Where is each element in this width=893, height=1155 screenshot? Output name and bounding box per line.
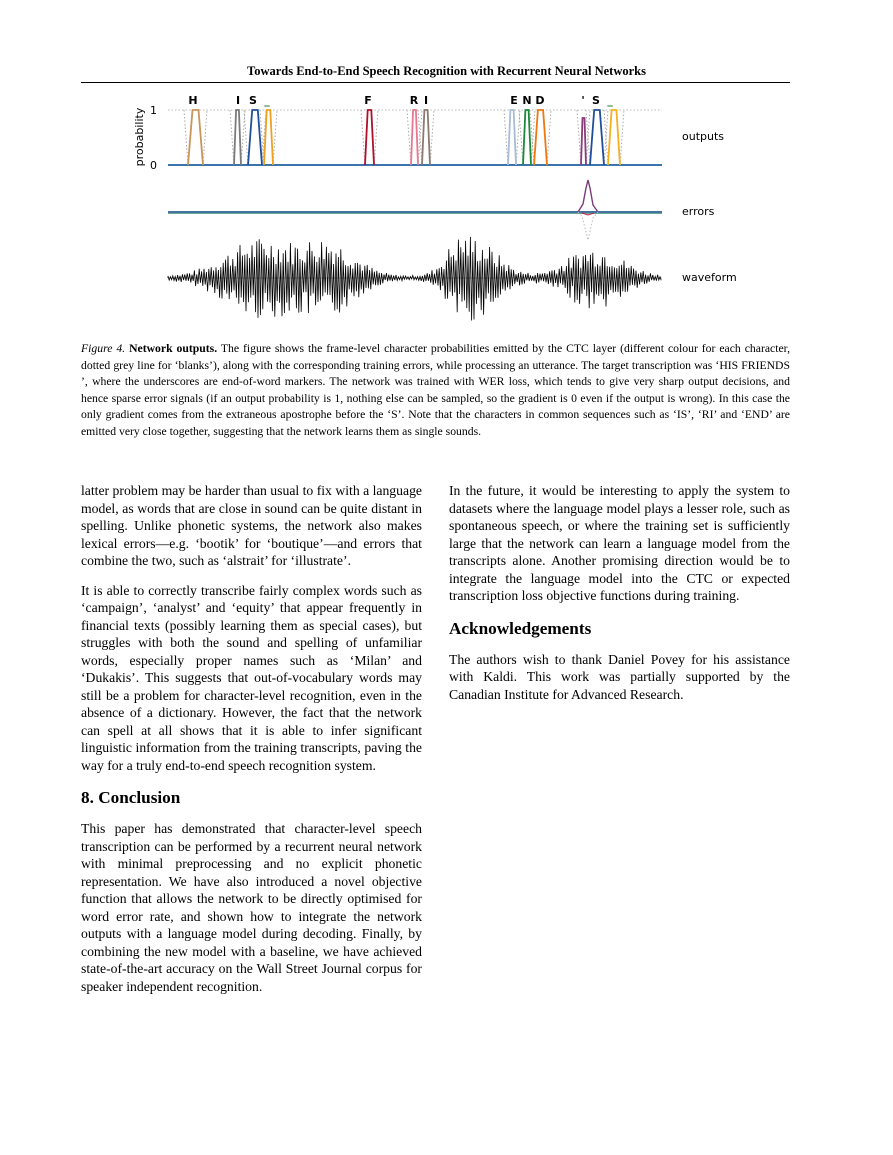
paragraph: This paper has demonstrated that character-level speech transcription can be performed by a recurrent neural network with minimal preprocessing and no explicit phonetic representation. We have also introduced a novel objective function that allows the network to be directly optimised for word error rate, and shown how to integrate the network outputs with a language model during decoding. Finally, by combining the new model with a baseline, we have achieved state-of-the-art accuracy on the Wall Street Journal corpus for speaker independent recognition. <box>81 821 422 994</box>
char-peak-_2 <box>608 110 620 165</box>
paragraph: The authors wish to thank Daniel Povey for his assistance with Kaldi. This work was partially supported by the Canadian Institute for Advanced Research. <box>449 651 790 702</box>
paragraph: In the future, it would be interesting to apply the system to datasets where the language model plays a lesser role, such as spontaneous speech, or where the training set is sufficiently large that the network can learn a language model from the transcripts alone. Another promising direction would be to integrate the language model into the CTC or expected transcription loss objective functions during training. <box>449 483 790 603</box>
char-peak-s1 <box>248 110 262 165</box>
char-peak-n <box>523 110 531 165</box>
network-outputs-figure <box>130 88 750 328</box>
char-label: R <box>409 94 419 107</box>
figure-number: Figure 4. <box>81 342 126 355</box>
blank-transition <box>230 110 245 165</box>
char-label: _ <box>264 94 270 107</box>
error-spike-positive <box>578 180 598 212</box>
char-label: H <box>188 94 198 107</box>
char-label: I <box>423 94 429 107</box>
char-label: _ <box>607 94 613 107</box>
char-label: S <box>249 94 257 107</box>
char-peak-h <box>188 110 203 165</box>
header-rule <box>81 82 790 83</box>
blank-transition <box>184 110 207 165</box>
waveform-trace <box>168 237 661 321</box>
char-peak-apos <box>581 118 586 165</box>
section-heading-acknowledgements: Acknowledgements <box>449 618 592 638</box>
blank-transition <box>519 110 535 165</box>
char-peak-s2 <box>590 110 604 165</box>
figure-caption <box>81 341 790 441</box>
character-labels <box>188 94 613 107</box>
blank-transition <box>407 110 422 165</box>
char-peak-i2 <box>422 110 430 165</box>
char-peak-e <box>508 110 516 165</box>
y-axis-label: probability <box>133 107 146 167</box>
char-peak-r <box>411 110 418 165</box>
char-label: N <box>522 94 532 107</box>
paragraph: latter problem may be harder than usual to fix with a language model, as words that are close in sound can be quite distant in spelling. Unlike phonetic systems, the network also makes lexical errors—e.g. ‘bootik’ for ‘boutique’—and errors that combine the two, such as ‘alstrait’ for ‘illustrate’. <box>81 483 422 568</box>
char-label: ' <box>581 94 585 107</box>
figure-title: Network outputs. <box>129 342 218 355</box>
running-title: Towards End-to-End Speech Recognition with Recurrent Neural Networks <box>247 64 646 78</box>
figure-caption-body: The figure shows the frame-level character probabilities emitted by the CTC layer (different colour for each character, dotted grey line for ‘blanks’), along with the corresponding training errors, while processing an utterance. The target transcription was ‘HIS FRIENDS ’, where the underscores are end-of-word markers. The network was trained with WER loss, which tends to give very sharp output decisions, and hence sparse error signals (if an output probability is 1, nothing else can be sampled, so the gradient is 0 even if the output is wrong). In this case the only gradient comes from the extraneous apostrophe before the ‘S’. Note that the characters in common sequences such as ‘IS’, ‘RI’ and ‘END’ are emitted very close together, suggesting that the network learns them as single sounds. <box>81 342 790 438</box>
outputs-row-label: outputs <box>682 130 725 143</box>
blank-transition <box>418 110 434 165</box>
char-label: S <box>592 94 600 107</box>
char-peak-i1 <box>234 110 241 165</box>
char-label: I <box>235 94 241 107</box>
char-peak-f <box>365 110 374 165</box>
blank-transition <box>504 110 520 165</box>
character-peaks <box>188 110 620 165</box>
char-label: D <box>535 94 545 107</box>
error-spike-negative <box>578 212 598 240</box>
blank-transition <box>530 110 551 165</box>
waveform-row-label: waveform <box>682 271 737 284</box>
char-label: F <box>364 94 372 107</box>
y-tick-0: 0 <box>150 159 157 172</box>
y-tick-1: 1 <box>150 104 157 117</box>
section-heading-conclusion: 8. Conclusion <box>81 788 181 807</box>
blank-transition <box>361 110 378 165</box>
blank-transition <box>244 110 266 165</box>
char-label: E <box>510 94 518 107</box>
errors-row-label: errors <box>682 205 715 218</box>
right-column <box>449 482 790 715</box>
left-column <box>81 482 422 1007</box>
char-peak-d <box>534 110 547 165</box>
paragraph: It is able to correctly transcribe fairly complex words such as ‘campaign’, ‘analyst’ and ‘equity’ that appear frequently in financial texts (possibly learning them as special cases), but struggles with both the sound and spelling of unfamiliar words, especially proper names such as ‘Milan’ and ‘Dukakis’. This suggests that out-of-vocabulary words may still be a problem for character-level recognition, even in the absence of a dictionary. However, the fact that the network can spell at all shows that it is able to infer significant linguistic information from the training transcripts, paving the way for a truly end-to-end speech recognition system. <box>81 582 422 773</box>
